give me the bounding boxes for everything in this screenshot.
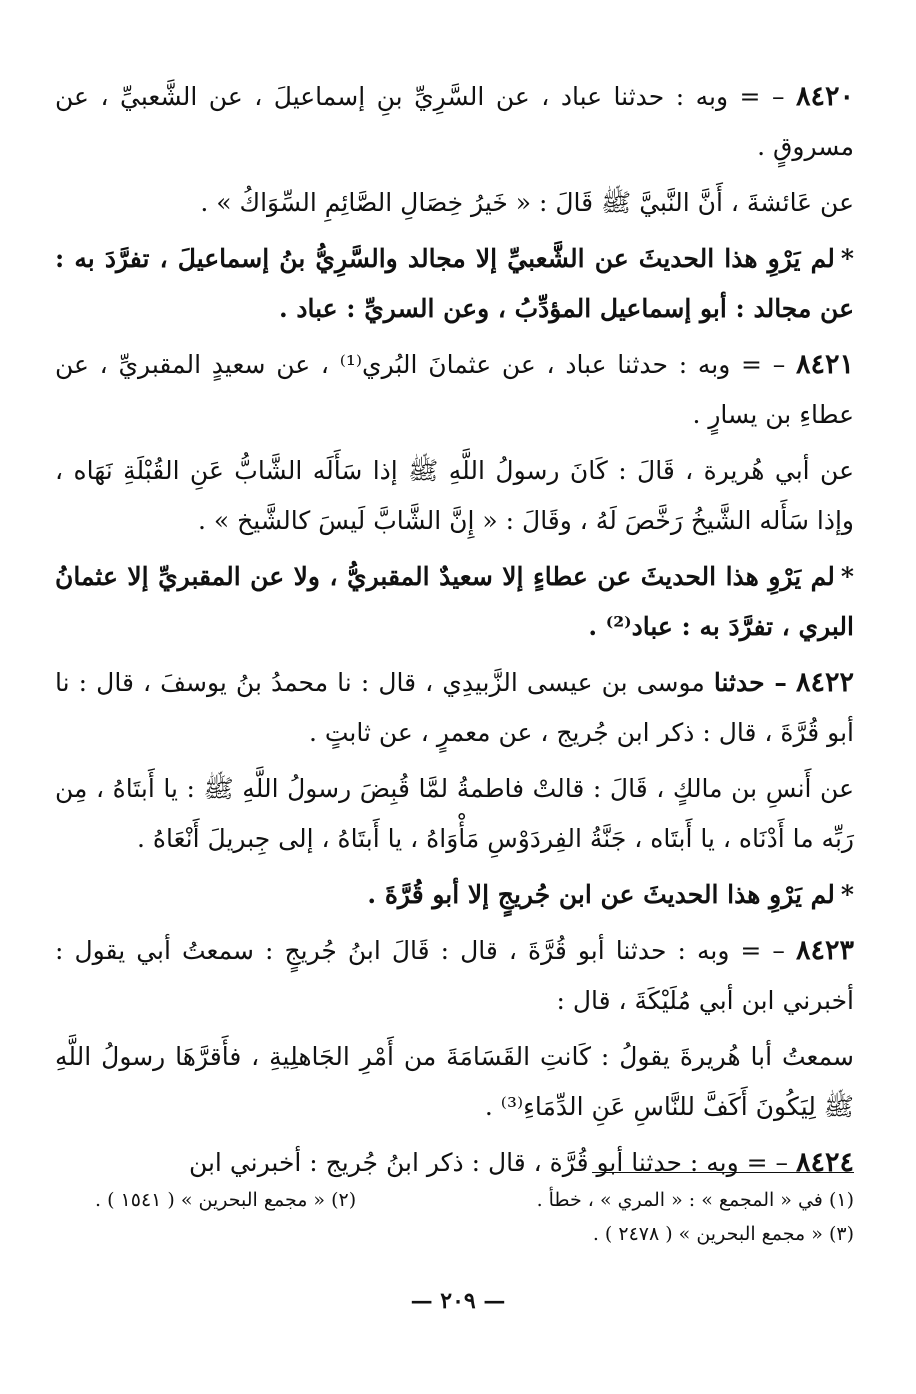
footnote-label: (٢) [331,1189,357,1211]
hadith-comment [55,234,854,334]
hadith-block [55,658,854,920]
comment-text: لم يَرْوِ هذا الحديثَ عن الشَّعبيِّ إلا مجالد والسَّرِيُّ بنُ إسماعيلَ ، تفرَّدَ به : عن مجالد : أبو إسماعيل المؤدِّبُ ، وعن السريِّ : عباد . [55,244,854,323]
isnad-text: موسى بن عيسى الزَّبيدِي ، قال : نا محمدُ بنُ يوسفَ ، قال : نا أبو قُرَّةَ ، قال : ذكر ابن جُريج ، عن معمرٍ ، عن ثابتٍ . [55,668,854,747]
hadith-isnad [55,340,854,440]
hadith-comment [55,870,854,920]
star-marker: * [840,562,854,591]
footnote-divider [592,1172,854,1173]
hadith-number: ٨٤٢٣ [795,935,854,966]
footnote [593,1217,854,1251]
hadith-isnad [55,926,854,1026]
hadith-isnad [55,658,854,758]
hadith-comment [55,552,854,652]
hadith-matn: عن أَنسِ بن مالكٍ ، قَالَ : قالتْ فاطمةُ لمَّا قُبِضَ رسولُ اللَّهِ ﷺ : يا أَبتَاهُ ، مِن رَبِّه ما أَدْنَاه ، يا أَبتَاه ، جَنَّةُ الفِردَوْسِ مَأْوَاهُ ، يا أَبتَاهُ ، إلى جِبريلَ أَنْعَاهُ . [55,774,854,853]
hadith-number: ٨٤٢٢ [796,667,855,698]
footnote-label: (١) [828,1189,854,1211]
page-body [55,72,854,1194]
hadith-number: ٨٤٢٠ [796,81,855,112]
footnote-line [95,1217,854,1251]
hadith-block [55,72,854,334]
isnad-text: – = وبه : حدثنا أبو قُرَّة ، قال : ذكر ابنُ جُريج : أخبرني ابن [188,1148,789,1177]
hadith-matn: عن أبي هُريرة ، قَالَ : كَانَ رسولُ اللَّهِ ﷺ إذا سَأَلَه الشَّابُّ عَنِ القُبْلَةِ نَهَاه ، وإذا سَأَله الشَّيخُ رَخَّصَ لَهُ ، وقَالَ : « إِنَّ الشَّابَّ لَيسَ كالشَّيخ » . [55,456,854,535]
footnote-text: « مجمع البحرين » ( ١٥٤١ ) . [95,1189,326,1211]
footnote-label: (٣) [828,1223,854,1245]
footnotes [95,1172,854,1251]
hadith-matn: سمعتُ أبا هُريرةَ يقولُ : كَانتِ القَسَامَةَ من أَمْرِ الجَاهلِيةِ ، فأَقرَّهَا رسولُ اللَّهِ ﷺ لِيَكُونَ أَكَفَّ للنَّاسِ عَنِ الدِّمَاءِ⁽³⁾ . [55,1042,854,1121]
hadith-matn: عن عَائشةَ ، أَنَّ النَّبيَّ ﷺ قَالَ : « خَيرُ خِصَالِ الصَّائِمِ السِّوَاكُ » . [200,188,854,217]
comment-text: لم يَرْوِ هذا الحديثَ عن ابن جُريجٍ إلا أبو قُرَّةَ . [367,880,835,909]
hadith-block [55,926,854,1132]
footnote-line [95,1183,854,1217]
star-marker: * [840,244,854,273]
hadith-number: ٨٤٢٤ [795,1147,854,1178]
hadith-block [55,340,854,652]
footnote [95,1183,356,1217]
isnad-text: – = وبه : حدثنا عباد ، عن عثمانَ البُري⁽¹⁾ ، عن سعيدٍ المقبريِّ ، عن عطاءِ بن يسارٍ . [55,350,854,429]
isnad-text: – = وبه : حدثنا أبو قُرَّةَ ، قال : قَالَ ابنُ جُريجٍ : سمعتُ أبي يقول : أخبرني ابن أبي مُلَيْكَةَ ، قال : [55,936,854,1015]
footnote-text: في « المجمع » : « المري » ، خطأ . [536,1189,823,1211]
hadith-isnad [55,72,854,172]
footnote-text: « مجمع البحرين » ( ٢٤٧٨ ) . [592,1223,823,1245]
footnote [537,1183,854,1217]
isnad-lead: – حدثنا [713,668,787,697]
comment-text: لم يَرْوِ هذا الحديثَ عن عطاءٍ إلا سعيدٌ المقبريُّ ، ولا عن المقبريِّ إلا عثمانُ البري ، تفرَّدَ به : عباد⁽²⁾ . [55,562,854,641]
star-marker: * [840,880,854,909]
isnad-text: – = وبه : حدثنا عباد ، عن السَّرِيِّ بنِ إسماعيلَ ، عن الشَّعبيِّ ، عن مسروقٍ . [55,82,854,161]
hadith-number: ٨٤٢١ [795,349,854,380]
page-number: — ٢٠٩ — [410,1288,506,1314]
